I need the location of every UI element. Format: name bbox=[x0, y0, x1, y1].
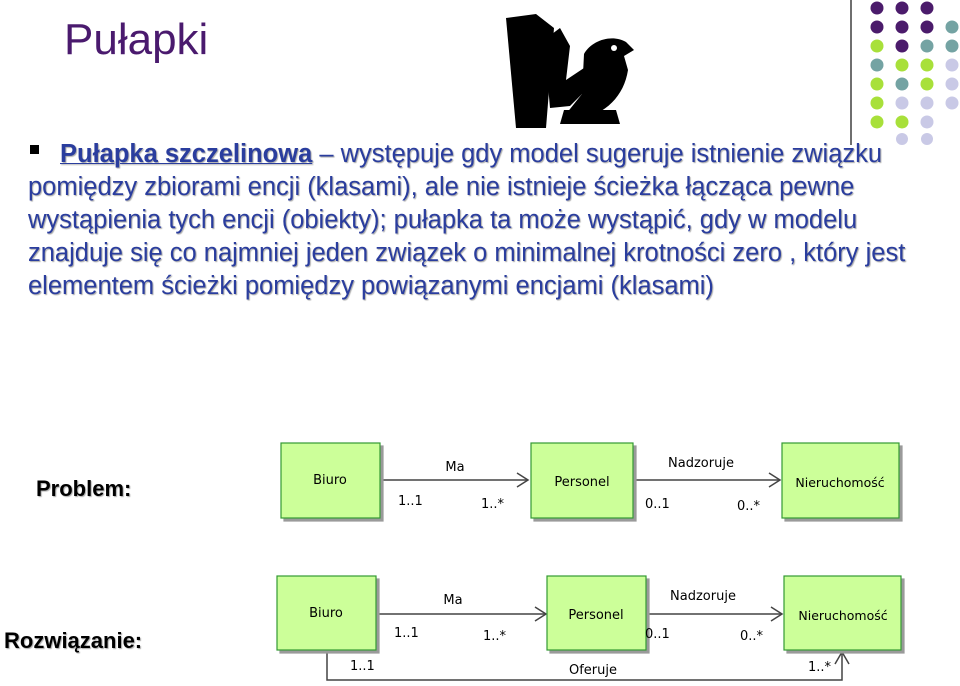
class-nieruchomosc: Nieruchomość bbox=[795, 475, 885, 490]
class-personel: Personel bbox=[554, 475, 610, 490]
slide-title: Pułapki bbox=[64, 15, 209, 64]
mult-nieruchomosc-3: 1..* bbox=[808, 660, 832, 675]
solution-label: Rozwiązanie: bbox=[4, 628, 143, 653]
mult-nieruchomosc-2: 0..* bbox=[740, 629, 764, 644]
mult-nieruchomosc: 0..* bbox=[737, 499, 761, 514]
mult-personel: 1..* bbox=[481, 497, 505, 512]
mult-personel-2: 0..1 bbox=[645, 497, 670, 512]
problem-label: Problem: bbox=[36, 476, 132, 501]
class-nieruchomosc-2: Nieruchomość bbox=[798, 608, 888, 623]
mult-biuro-2: 1..1 bbox=[394, 626, 419, 641]
mult-personel-4: 0..1 bbox=[645, 627, 670, 642]
term-emphasis: Pułapka szczelinowa bbox=[60, 140, 313, 168]
mult-biuro-3: 1..1 bbox=[350, 659, 375, 674]
assoc-nadzoruje-2: Nadzoruje bbox=[670, 589, 736, 604]
mult-personel-3: 1..* bbox=[483, 629, 507, 644]
assoc-ma: Ma bbox=[445, 460, 465, 475]
term-dash: – bbox=[312, 140, 341, 168]
solution-diagram bbox=[277, 576, 901, 680]
assoc-oferuje: Oferuje bbox=[568, 663, 618, 678]
problem-diagram bbox=[281, 443, 899, 518]
assoc-ma-2: Ma bbox=[443, 593, 463, 608]
class-personel-2: Personel bbox=[568, 608, 624, 623]
paragraph-text: występuje gdy model sugeruje istnienie związku pomiędzy zbiorami encji (klasami), ale nie istnieje ścieżka łącząca pewne wystąpienia tych encji (obiekty); pułapka ta może wystąpić, gdy w modelu znajduje się co najmniej jeden związek o minimalnej krotności zero , który jest elementem ścieżki pomiędzy powiązanymi encjami (klasami) bbox=[28, 140, 906, 300]
mult-biuro: 1..1 bbox=[398, 494, 423, 509]
assoc-nadzoruje: Nadzoruje bbox=[668, 456, 734, 471]
class-biuro: Biuro bbox=[313, 473, 347, 488]
class-biuro-2: Biuro bbox=[309, 606, 343, 621]
